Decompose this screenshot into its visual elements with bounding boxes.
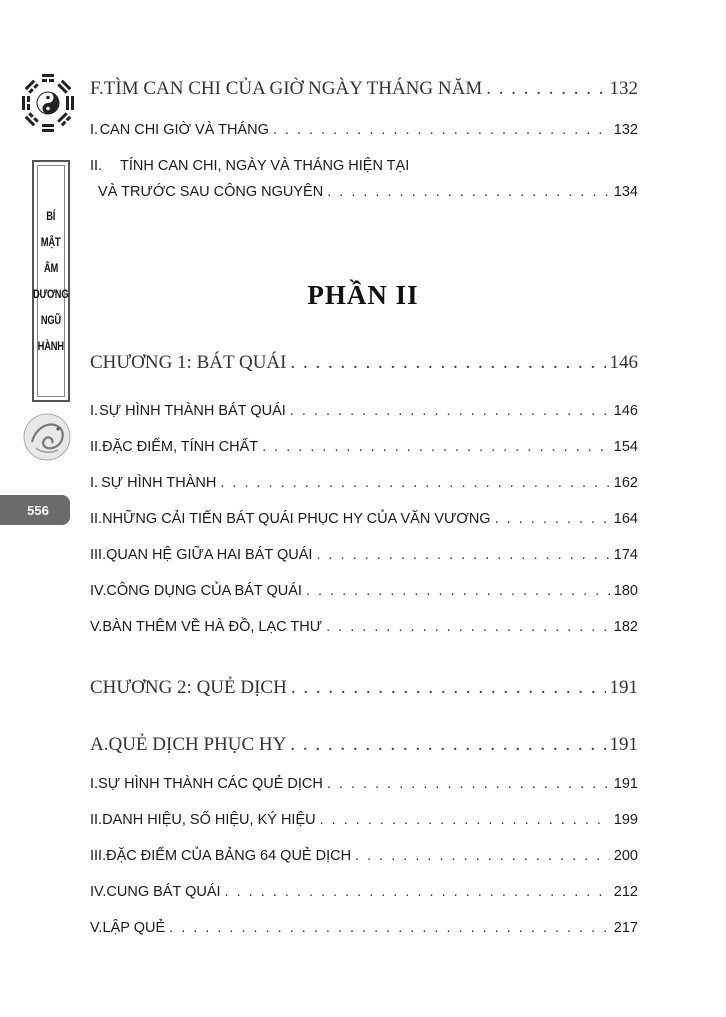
- toc-leader-dots: [326, 619, 610, 635]
- toc-number: II.: [90, 158, 103, 174]
- toc-page: 191: [609, 734, 638, 755]
- part-heading: PHẦN II: [307, 280, 419, 310]
- toc-number: I.: [90, 122, 99, 138]
- toc-label: SỰ HÌNH THÀNH: [101, 475, 217, 491]
- bagua-yin-yang-icon: [20, 72, 76, 134]
- toc-number: I.: [90, 403, 99, 419]
- toc-number: I.: [90, 475, 99, 491]
- toc-page: 191: [613, 776, 638, 792]
- toc-page: 146: [613, 403, 638, 419]
- toc-page: 182: [613, 619, 638, 635]
- toc-item[interactable]: [90, 184, 638, 200]
- toc-leader-dots: [290, 403, 610, 419]
- toc-leader-dots: [291, 677, 606, 699]
- toc-number: A.: [90, 734, 109, 755]
- toc-label: SỰ HÌNH THÀNH BÁT QUÁI: [99, 403, 286, 419]
- toc-leader-dots: [495, 511, 610, 527]
- toc-section-a[interactable]: [90, 734, 638, 756]
- toc-label: DANH HIỆU, SỐ HIỆU, KÝ HIỆU: [102, 812, 316, 828]
- toc-item[interactable]: [90, 439, 638, 455]
- book-title-word: DƯƠNG: [33, 287, 69, 301]
- toc-item-line1[interactable]: [90, 158, 638, 174]
- toc-page: 134: [613, 184, 638, 200]
- toc-label: SỰ HÌNH THÀNH CÁC QUẺ DỊCH: [98, 776, 323, 792]
- toc-number: IV.: [90, 583, 107, 599]
- toc-leader-dots: [316, 547, 609, 563]
- page-number-tab: 556: [0, 495, 70, 525]
- toc-item[interactable]: [90, 547, 638, 563]
- toc-page: 200: [613, 848, 638, 864]
- toc-page: 154: [613, 439, 638, 455]
- toc-leader-dots: [290, 352, 605, 374]
- toc-number: II.: [90, 812, 103, 828]
- toc-label: CÔNG DỤNG CỦA BÁT QUÁI: [106, 583, 302, 599]
- toc-leader-dots: [306, 583, 610, 599]
- toc-leader-dots: [262, 439, 610, 455]
- toc-page: 199: [613, 812, 638, 828]
- book-title-word: NGŨ: [40, 313, 62, 327]
- toc-label: CHƯƠNG 2: QUẺ DỊCH: [90, 677, 287, 698]
- toc-leader-dots: [290, 734, 605, 756]
- toc-leader-dots: [327, 776, 610, 792]
- book-title-word: BÍ: [46, 209, 56, 223]
- toc-page: 191: [609, 677, 638, 698]
- toc-number: V.: [90, 920, 103, 936]
- toc-number: F.: [90, 78, 104, 99]
- toc-leader-dots: [486, 78, 605, 100]
- toc-label: TÌM CAN CHI CỦA GIỜ NGÀY THÁNG NĂM: [103, 78, 483, 99]
- toc-page: 180: [613, 583, 638, 599]
- toc-section-f[interactable]: [90, 78, 638, 100]
- toc-item[interactable]: [90, 475, 638, 491]
- toc-leader-dots: [273, 122, 610, 138]
- toc-label: CAN CHI GIỜ VÀ THÁNG: [99, 122, 269, 138]
- toc-item[interactable]: [90, 583, 638, 599]
- toc-item[interactable]: [90, 812, 638, 828]
- toc-label: TÍNH CAN CHI, NGÀY VÀ THÁNG HIỆN TẠI: [120, 158, 410, 174]
- toc-leader-dots: [355, 848, 610, 864]
- toc-leader-dots: [225, 884, 610, 900]
- toc-label: QUAN HỆ GIỮA HAI BÁT QUÁI: [106, 547, 313, 563]
- toc-label: CHƯƠNG 1: BÁT QUÁI: [90, 352, 287, 373]
- toc-label: LẬP QUẺ: [102, 920, 166, 936]
- toc-page: 212: [613, 884, 638, 900]
- toc-page: 162: [613, 475, 638, 491]
- toc-label: BÀN THÊM VỀ HÀ ĐỒ, LẠC THƯ: [102, 619, 323, 635]
- toc-page: 146: [609, 352, 638, 373]
- toc-item[interactable]: [90, 403, 638, 419]
- toc-item[interactable]: [90, 848, 638, 864]
- toc-leader-dots: [320, 812, 610, 828]
- toc-label: QUẺ DỊCH PHỤC HY: [108, 734, 287, 755]
- toc-page: 174: [613, 547, 638, 563]
- toc-label: CUNG BÁT QUÁI: [106, 884, 221, 900]
- toc-item[interactable]: [90, 776, 638, 792]
- toc-number: II.: [90, 511, 103, 527]
- toc-item[interactable]: [90, 884, 638, 900]
- toc-label: ĐẶC ĐIỂM CỦA BẢNG 64 QUẺ DỊCH: [106, 848, 352, 864]
- toc-leader-dots: [169, 920, 610, 936]
- dragon-emblem-icon: [22, 412, 72, 462]
- toc-label: NHỮNG CẢI TIẾN BÁT QUÁI PHỤC HY CỦA VĂN VƯƠNG: [102, 511, 491, 527]
- toc-page: 164: [613, 511, 638, 527]
- book-title-word: MẬT: [41, 235, 61, 249]
- toc-leader-dots: [327, 184, 610, 200]
- toc-chapter-2[interactable]: [90, 677, 638, 699]
- toc-number: IV.: [90, 884, 107, 900]
- toc-item[interactable]: [90, 920, 638, 936]
- toc-item[interactable]: [90, 511, 638, 527]
- toc-number: II.: [90, 439, 103, 455]
- toc-item[interactable]: [90, 122, 638, 138]
- toc-label: VÀ TRƯỚC SAU CÔNG NGUYÊN: [98, 184, 324, 200]
- toc-leader-dots: [220, 475, 609, 491]
- toc-number: I.: [90, 776, 99, 792]
- book-title-word: HÀNH: [37, 339, 65, 353]
- toc-label: ĐẶC ĐIỂM, TÍNH CHẤT: [102, 439, 259, 455]
- toc-chapter-1[interactable]: [90, 352, 638, 374]
- book-title-word: ÂM: [43, 261, 59, 275]
- toc-number: III.: [90, 848, 107, 864]
- toc-number: V.: [90, 619, 103, 635]
- toc-number: III.: [90, 547, 107, 563]
- toc-item[interactable]: [90, 619, 638, 635]
- toc-page: 132: [613, 122, 638, 138]
- toc-page: 217: [613, 920, 638, 936]
- toc-page: 132: [609, 78, 638, 99]
